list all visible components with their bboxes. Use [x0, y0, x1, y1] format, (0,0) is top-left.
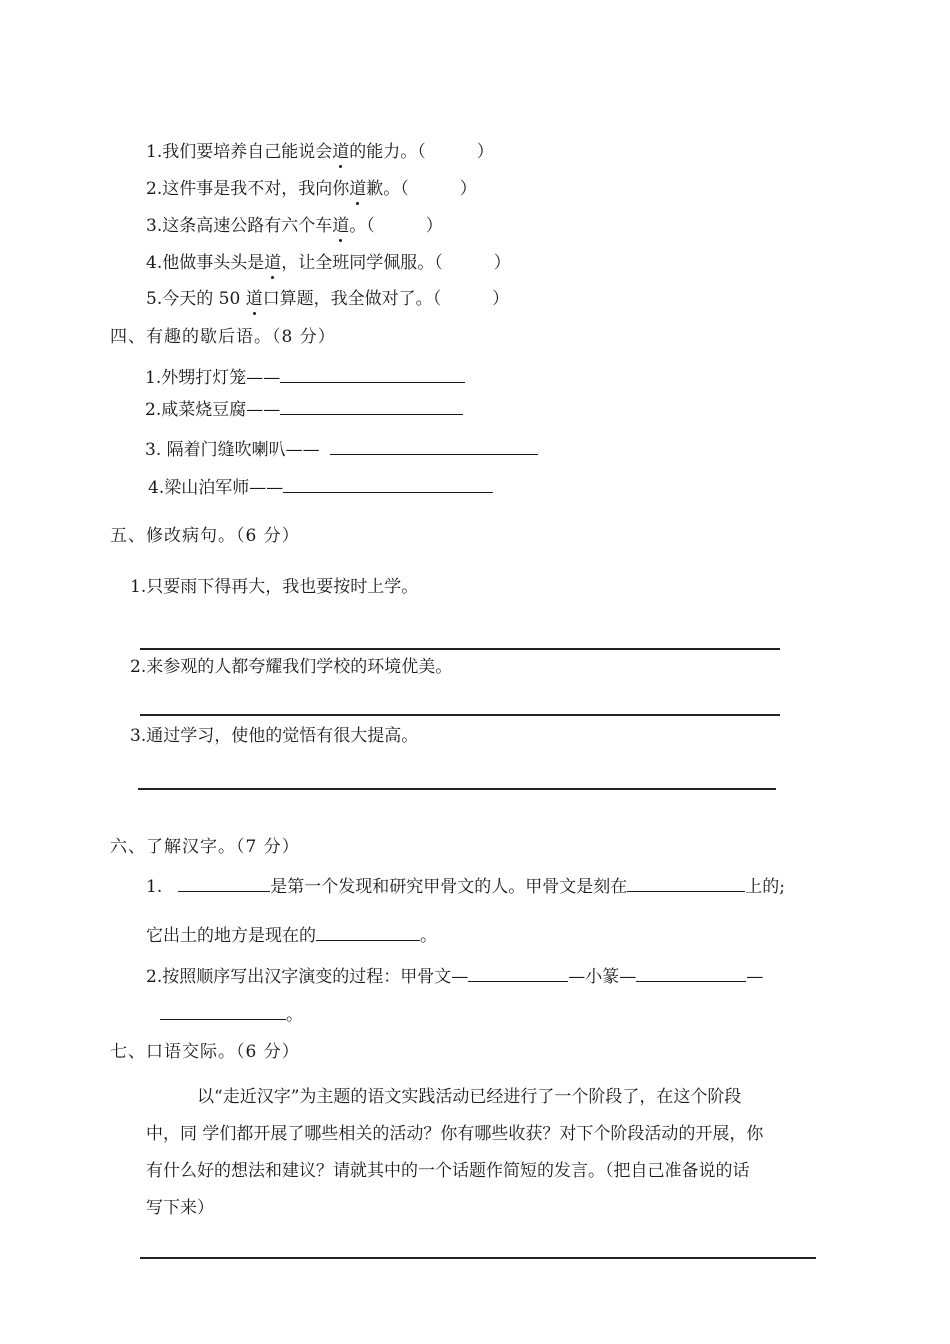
- prompt-paragraph: 以“走近汉字”为主题的语文实践活动已经进行了一个阶段了，在这个阶段 中，同 学们都开展了哪些相关的活动？你有哪些收获？对下个阶段活动的开展，你 有什么好的想法和建议？请就其中的一个话题作简短的发言。（把自己准备说的话 写下来）: [146, 1087, 764, 1218]
- answer-line-3[interactable]: [138, 788, 776, 790]
- answer-paren[interactable]: （ ）: [400, 179, 477, 199]
- section-4-title: 四、有趣的歇后语。（8 分）: [110, 327, 336, 347]
- answer-blank[interactable]: [627, 877, 745, 892]
- section-5-title: 五、修改病句。（6 分）: [110, 526, 300, 546]
- answer-blank[interactable]: [283, 478, 493, 493]
- answer-line-1[interactable]: [140, 648, 780, 650]
- answer-blank[interactable]: [636, 967, 746, 982]
- answer-paren[interactable]: （ ）: [434, 253, 511, 273]
- question-item-5: 5.今天的 50 道口算题，我全做对了。（ ）: [146, 289, 510, 309]
- sentence-item-2: 2.来参观的人都夸耀我们学校的环境优美。: [130, 657, 453, 677]
- section-6-title: 六、了解汉字。（7 分）: [110, 837, 300, 857]
- hanzi-question-2: 2.按照顺序写出汉字演变的过程：甲骨文— —小篆— —: [146, 967, 764, 987]
- answer-line-7[interactable]: [140, 1257, 816, 1259]
- xiehouyu-item-1: 1.外甥打灯笼——: [145, 368, 465, 388]
- answer-paren[interactable]: （ ）: [432, 289, 510, 309]
- answer-line-2[interactable]: [140, 714, 780, 716]
- xiehouyu-item-4: 4.梁山泊军师——: [148, 478, 493, 498]
- hanzi-question-2-cont: 。: [160, 1005, 303, 1025]
- question-item-3: 3.这条高速公路有六个车道。（ ）: [146, 216, 443, 236]
- answer-blank[interactable]: [330, 440, 538, 455]
- question-item-2: 2.这件事是我不对，我向你道歉。（ ）: [146, 179, 477, 199]
- answer-blank[interactable]: [468, 967, 568, 982]
- hanzi-question-1: 1. 是第一个发现和研究甲骨文的人。甲骨文是刻在 上的;: [146, 877, 785, 897]
- answer-paren[interactable]: （ ）: [417, 142, 494, 162]
- answer-blank[interactable]: [280, 368, 465, 383]
- sentence-item-1: 1.只要雨下得再大，我也要按时上学。: [130, 577, 419, 597]
- xiehouyu-item-3: 3. 隔着门缝吹喇叭——: [145, 440, 538, 460]
- answer-paren[interactable]: （ ）: [366, 216, 443, 236]
- question-item-4: 4.他做事头头是道，让全班同学佩服。（ ）: [146, 253, 511, 273]
- answer-blank[interactable]: [178, 877, 270, 892]
- answer-blank[interactable]: [160, 1005, 286, 1020]
- xiehouyu-item-2: 2.咸菜烧豆腐——: [145, 400, 463, 420]
- hanzi-question-1-cont: 它出土的地方是现在的 。: [146, 926, 437, 946]
- question-item-1: 1.我们要培养自己能说会道的能力。（ ）: [146, 142, 494, 162]
- answer-blank[interactable]: [316, 926, 420, 941]
- sentence-item-3: 3.通过学习，使他的觉悟有很大提高。: [130, 726, 419, 746]
- answer-blank[interactable]: [280, 400, 463, 415]
- section-7-title: 七、口语交际。（6 分）: [110, 1042, 300, 1062]
